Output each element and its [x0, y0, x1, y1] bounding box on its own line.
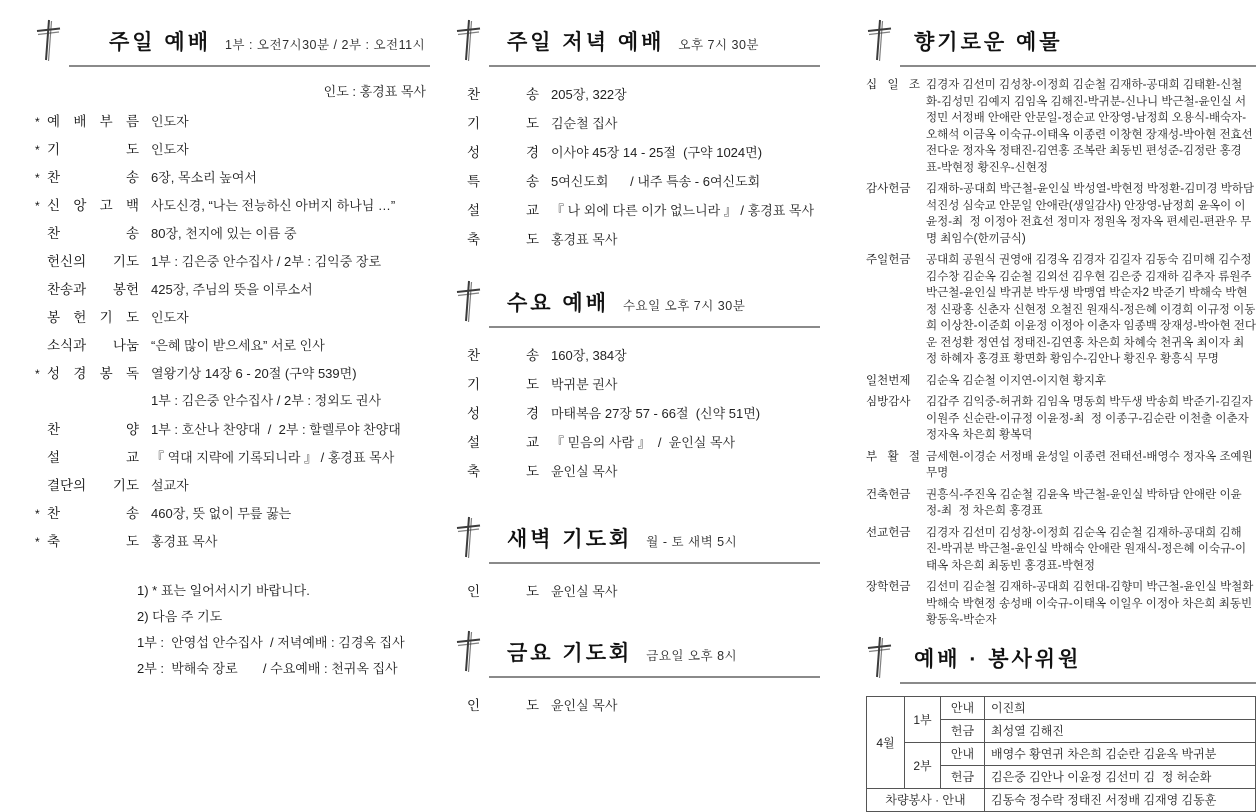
offering-donor-names: 김경자 김선미 김성창-이정희 김순옥 김순철 김재하-공대희 김해진-박귀분 박근철-윤인실 박해숙 안애란 원재식-정은혜 이숙규-이태옥 차은희 최동빈 홍경표-박현정 — [926, 526, 1247, 572]
section-title: 새벽 기도회 — [507, 528, 633, 551]
sunday-worship-order — [35, 110, 430, 558]
offering-entry — [866, 394, 1256, 444]
committee-part2-cell: 2부 — [905, 742, 941, 788]
service-item-label: 설 교 — [467, 435, 539, 450]
service-item-label: 찬 송 — [47, 170, 139, 185]
friday-prayer-header — [455, 637, 820, 678]
service-item — [455, 199, 820, 228]
service-item-value: 『 나 외에 다른 이가 없느니라 』 / 홍경표 목사 — [551, 203, 815, 218]
service-item-value: “은혜 많이 받으세요” 서로 인사 — [151, 338, 325, 353]
section-time: 오후 7시 30분 — [678, 38, 759, 52]
service-item — [455, 373, 820, 402]
committee-table — [866, 696, 1256, 812]
service-item — [35, 418, 430, 446]
footnote-line: 1) * 표는 일어서시기 바랍니다. — [137, 583, 310, 598]
footnote-line: 2) 다음 주 기도 — [137, 609, 223, 624]
section-time: 수요일 오후 7시 30분 — [622, 299, 746, 313]
offering-donor-names: 김선미 김순철 김재하-공대희 김헌대-김향미 박근철-윤인실 박철화 박해숙 박현정 송성배 이숙규-이태옥 이일우 이정아 차은희 최동빈 황동욱-박순자 — [926, 581, 1257, 626]
service-item-value: 460장, 뜻 없이 무릎 꿇는 — [151, 506, 292, 521]
column-offerings-committee — [866, 0, 1256, 812]
stand-marker: * — [35, 115, 40, 129]
wednesday-worship-header — [455, 287, 820, 328]
offering-donor-names: 권흥식-주진옥 김순철 김윤옥 박근철-윤인실 박하담 안애란 이윤정-최 정 차은희 홍경표 — [926, 488, 1242, 517]
stand-marker: * — [35, 143, 40, 157]
section-title: 수요 예배 — [507, 292, 609, 315]
service-item — [455, 170, 820, 199]
offering-donor-names: 김경자 김선미 김성창-이정희 김순철 김재하-공대희 김태환-신철화-김성민 김예지 김임옥 김해진-박귀분-신나니 박근철-윤인실 서정민 서정배 안애란 안문일-정순교 안장영-남정희 오용식-배숙자-오해석 이금옥 이숙규-이태옥 이종련 이창현 장재성-박아현 전효선 전다운 정자옥 정태진-김연홍 조복란 최동빈 편성준-김정란 홍경표-박현정 황진우-신현정 — [926, 79, 1256, 174]
service-item — [455, 431, 820, 460]
service-item-label: 성 경 — [467, 145, 539, 160]
service-item — [35, 110, 430, 138]
offering-category-label: 감사헌금 — [866, 183, 911, 195]
service-item-label: 성 경 — [467, 406, 539, 421]
service-item — [35, 278, 430, 306]
service-item-value: 1부 : 김은중 안수집사 / 2부 : 김익중 장로 — [151, 254, 382, 269]
column-other-services — [455, 0, 820, 723]
friday-prayer-order — [455, 694, 820, 723]
offering-entry — [866, 525, 1256, 575]
service-item-value: 1부 : 호산나 찬양대 / 2부 : 할렐루야 찬양대 — [151, 422, 401, 437]
service-item-label: 찬 송 — [467, 348, 539, 363]
service-item-label: 결단의 기도 — [47, 478, 139, 493]
service-item — [455, 344, 820, 373]
footnote-line: 1부 : 안영섭 안수집사 / 저녁예배 : 김경옥 집사 — [137, 635, 405, 650]
service-leader-note: 인도 : 홍경표 목사 — [323, 84, 426, 99]
committee-names-cell: 이진희 — [985, 696, 1256, 719]
footnotes — [137, 578, 430, 682]
vehicle-service-names-cell: 김동숙 정수락 정태진 서정배 김재영 김동훈 — [985, 788, 1256, 811]
service-item-label: 기 도 — [467, 116, 539, 131]
service-item-label: 헌신의 기도 — [47, 254, 139, 269]
committee-names-cell: 최성열 김해진 — [985, 719, 1256, 742]
cross-icon — [455, 279, 481, 323]
service-item-value: 이사야 45장 14 - 25절 (구약 1024면) — [551, 145, 763, 160]
service-item-value: 『 역대 지략에 기록되니라 』 / 홍경표 목사 — [151, 450, 395, 465]
service-item — [35, 138, 430, 166]
footnote-line: 2부 : 박해숙 장로 / 수요예배 : 천귀옥 집사 — [137, 661, 398, 676]
offering-entry — [866, 252, 1256, 368]
committee-header — [866, 643, 1256, 684]
service-item — [35, 446, 430, 474]
service-item-value: 설교자 — [151, 478, 189, 493]
service-item-value: 인도자 — [151, 114, 189, 129]
service-item — [35, 194, 430, 222]
service-item — [35, 334, 430, 362]
stand-marker: * — [35, 171, 40, 185]
dawn-prayer-order — [455, 580, 820, 609]
service-item — [455, 141, 820, 170]
offering-category-label: 건축헌금 — [866, 488, 911, 501]
section-title: 향기로운 예물 — [914, 31, 1063, 54]
service-item-label: 축 도 — [47, 534, 139, 549]
service-item-value: 열왕기상 14장 6 - 20절 (구약 539면) — [151, 366, 357, 381]
offering-donor-names: 김갑주 김익중-허귀화 김임옥 명동희 박두생 박송희 박준기-김길자 이원주 신순란-이규정 이윤정-최 정 이종구-김순란 이천출 이춘자 정자옥 차은희 황복덕 — [926, 396, 1256, 441]
section-time: 1부 : 오전7시30분 / 2부 : 오전11시 — [224, 38, 426, 52]
cross-icon — [866, 635, 892, 679]
section-time: 금요일 오후 8시 — [646, 649, 738, 663]
service-item — [35, 390, 430, 418]
offering-category-label: 일천번제 — [866, 374, 911, 387]
offering-category-label: 선교헌금 — [866, 526, 911, 539]
service-item-value: 인도자 — [151, 142, 189, 157]
service-item — [455, 580, 820, 609]
table-row — [867, 696, 1256, 719]
service-item-label: 성 경 봉 독 — [47, 366, 139, 381]
offering-entry — [866, 77, 1256, 176]
committee-role-cell: 헌금 — [941, 719, 985, 742]
service-item-label: 설 교 — [467, 203, 539, 218]
section-title: 주일 저녁 예배 — [507, 31, 665, 54]
wednesday-worship-order — [455, 344, 820, 489]
committee-role-cell: 안내 — [941, 696, 985, 719]
service-item — [35, 222, 430, 250]
service-item-value: 인도자 — [151, 310, 189, 325]
service-item-label: 찬 송 — [47, 226, 139, 241]
section-time: 월 - 토 새벽 5시 — [646, 535, 738, 549]
offering-entry — [866, 449, 1256, 482]
offering-entry — [866, 579, 1256, 629]
service-item — [35, 250, 430, 278]
service-item-value: 80장, 천지에 있는 이름 중 — [151, 226, 297, 241]
service-item-label: 봉 헌 기 도 — [47, 310, 139, 325]
cross-icon — [35, 18, 61, 62]
service-item-label: 찬 양 — [47, 422, 139, 437]
service-item-value: 사도신경, “나는 전능하신 아버지 하나님 …” — [151, 198, 396, 213]
committee-names-cell: 김은중 김안나 이윤정 김선미 김 정 허순화 — [985, 765, 1256, 788]
service-item-label: 찬 송 — [47, 506, 139, 521]
service-item-label: 축 도 — [467, 232, 539, 247]
offering-category-label: 장학헌금 — [866, 581, 911, 593]
table-row — [867, 742, 1256, 765]
offering-category-label: 심방감사 — [866, 396, 911, 408]
offering-list — [866, 77, 1256, 629]
offering-entry — [866, 487, 1256, 520]
service-item — [455, 112, 820, 141]
service-item-value: 205장, 322장 — [551, 87, 627, 102]
dawn-prayer-header — [455, 523, 820, 564]
service-item-value: 425장, 주님의 뜻을 이루소서 — [151, 282, 313, 297]
service-item-value: 『 믿음의 사람 』 / 윤인실 목사 — [551, 435, 736, 450]
service-item-value: 윤인실 목사 — [551, 584, 618, 599]
service-item-label: 인 도 — [467, 698, 539, 713]
service-item — [35, 166, 430, 194]
service-item — [455, 460, 820, 489]
service-item-label: 소식과 나눔 — [47, 338, 139, 353]
offering-category-label: 십 일 조 — [866, 79, 920, 91]
service-item-value: 마태복음 27장 57 - 66절 (신약 51면) — [551, 406, 761, 421]
service-item-label: 예 배 부 름 — [47, 114, 139, 129]
service-item-value: 윤인실 목사 — [551, 464, 618, 479]
stand-marker: * — [35, 507, 40, 521]
service-item-label: 찬송과 봉헌 — [47, 282, 139, 297]
service-item — [35, 474, 430, 502]
sunday-worship-header — [35, 26, 430, 67]
stand-marker: * — [35, 367, 40, 381]
cross-icon — [455, 515, 481, 559]
offerings-header — [866, 26, 1256, 67]
committee-names-cell: 배영수 황연귀 차은희 김순란 김윤옥 박귀분 — [985, 742, 1256, 765]
service-item — [455, 694, 820, 723]
committee-part1-cell: 1부 — [905, 696, 941, 742]
section-title: 주일 예배 — [109, 31, 211, 54]
service-item-value: 홍경표 목사 — [551, 232, 618, 247]
stand-marker: * — [35, 199, 40, 213]
committee-role-cell: 안내 — [941, 742, 985, 765]
service-item-label: 설 교 — [47, 450, 139, 465]
service-item — [35, 362, 430, 390]
evening-worship-order — [455, 83, 820, 257]
section-title: 금요 기도회 — [507, 642, 633, 665]
offering-donor-names: 김재하-공대희 박근철-윤인실 박성열-박현정 박정환-김미경 박하담 석진성 심숙교 안문일 안애란(생일감사) 안장영-남정희 윤옥이 이윤정-최 정 이정아 전효선 정미자 정원옥 정자옥 편세린-편관우 무명 최임수(한끼금식) — [926, 183, 1258, 245]
service-item-label: 기 도 — [467, 377, 539, 392]
cross-icon — [455, 629, 481, 673]
service-item-value: 1부 : 김은중 안수집사 / 2부 : 정외도 권사 — [151, 393, 382, 408]
offering-category-label: 부 활 절 — [866, 450, 920, 463]
table-row — [867, 788, 1256, 811]
evening-worship-header — [455, 26, 820, 67]
service-item-value: 윤인실 목사 — [551, 698, 618, 713]
offering-entry — [866, 181, 1256, 247]
service-item-value: 5여신도회 / 내주 특송 - 6여신도회 — [551, 174, 761, 189]
offering-category-label: 주일헌금 — [866, 254, 911, 266]
service-item — [455, 228, 820, 257]
service-item-value: 6장, 목소리 높여서 — [151, 170, 257, 185]
service-item-label: 축 도 — [467, 464, 539, 479]
service-item — [455, 83, 820, 112]
offering-entry — [866, 373, 1256, 390]
service-item-value: 박귀분 권사 — [551, 377, 618, 392]
service-item-label: 기 도 — [47, 142, 139, 157]
service-item-value: 김순철 집사 — [551, 116, 618, 131]
service-item-label: 특 송 — [467, 174, 539, 189]
service-item — [455, 402, 820, 431]
committee-month-cell: 4월 — [867, 696, 905, 788]
cross-icon — [455, 18, 481, 62]
vehicle-service-label-cell: 차량봉사 · 안내 — [867, 788, 985, 811]
cross-icon — [866, 18, 892, 62]
section-title: 예배 · 봉사위원 — [914, 647, 1082, 671]
service-item-label: 찬 송 — [467, 87, 539, 102]
offering-donor-names: 김순옥 김순철 이지연-이지현 황지후 — [926, 374, 1107, 387]
offering-donor-names: 공대희 공원식 권영애 김경옥 김경자 김길자 김동숙 김미해 김수정 김수창 김순옥 김순철 김외선 김우현 김은중 김재하 김추자 류원주 박근철-윤인실 박귀분 박두생 박맹엽 박순자2 박준기 박해숙 박현정 신광홍 신춘자 신현정 오철진 원재식-정은혜 이경희 이규정 이동희 이상찬-이준희 이윤정 이정아 이춘자 임종백 장재성-박아현 전다운 전성환 정연섭 정태진-김연홍 차은희 차혜숙 천귀옥 최이자 최 정 하혜자 홍경표 황면화 황임수-김안나 황진우 황흥식 무명 — [926, 254, 1256, 365]
column-sunday-worship — [35, 0, 430, 682]
service-item — [35, 306, 430, 334]
service-item — [35, 502, 430, 530]
service-item-label: 인 도 — [467, 584, 539, 599]
offering-donor-names: 금세현-이경순 서정배 윤성일 이종련 전태선-배영수 정자옥 조예원 무명 — [926, 450, 1256, 479]
service-item-value: 160장, 384장 — [551, 348, 627, 363]
stand-marker: * — [35, 535, 40, 549]
service-item-value: 홍경표 목사 — [151, 534, 218, 549]
service-item — [35, 530, 430, 558]
service-item-label: 신 앙 고 백 — [47, 198, 139, 213]
committee-role-cell: 헌금 — [941, 765, 985, 788]
